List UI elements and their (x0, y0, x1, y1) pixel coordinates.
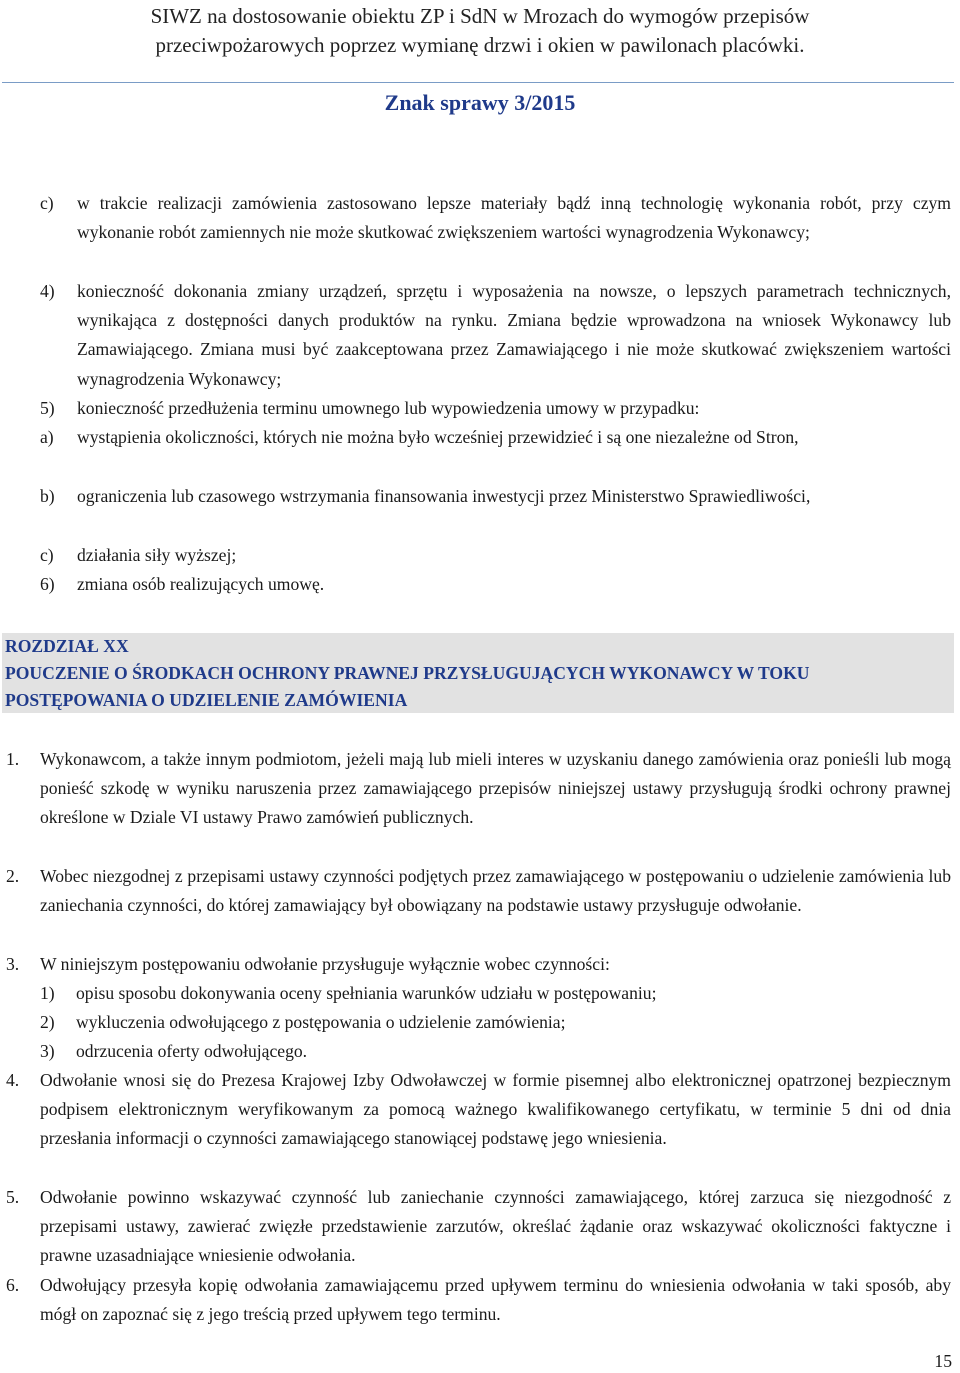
page-number: 15 (934, 1351, 952, 1371)
list-item-text: odrzucenia oferty odwołującego. (76, 1041, 308, 1061)
header-divider (2, 82, 954, 83)
list-item-text: W niniejszym postępowaniu odwołanie przysługuje wyłącznie wobec czynności: (40, 954, 610, 974)
list-marker: 6) (40, 574, 55, 594)
list-item (0, 862, 960, 950)
list-item (0, 1066, 960, 1183)
list-item (0, 950, 960, 979)
list-marker: 4. (6, 1070, 20, 1090)
header-title-line-1: SIWZ na dostosowanie obiektu ZP i SdN w Mrozach do wymogów przepisów (150, 4, 810, 28)
list-item (0, 570, 960, 599)
list-item (0, 541, 960, 570)
list-item-text: wykluczenia odwołującego z postępowania o udzielenie zamówienia; (76, 1012, 566, 1032)
case-number: Znak sprawy 3/2015 (384, 90, 576, 115)
chapter-title: POUCZENIE O ŚRODKACH OCHRONY PRAWNEJ PRZYSŁUGUJĄCYCH WYKONAWCY W TOKU POSTĘPOWANIA O UDZIELENIE ZAMÓWIENIA (5, 663, 810, 710)
remedies-list (0, 745, 960, 1330)
list-marker: 3. (6, 954, 20, 974)
list-item-text: konieczność przedłużenia terminu umownego lub wypowiedzenia umowy w przypadku: (77, 398, 700, 418)
document-header (0, 0, 960, 60)
list-subitem (0, 1037, 960, 1066)
list-marker: c) (40, 193, 54, 213)
list-item-text: Odwołanie powinno wskazywać czynność lub zaniechanie czynności zamawiającego, której zarzuca się niezgodność z przepisami ustawy, zawierać zwięzłe przedstawienie zarzutów, określać żądanie oraz wskazywać okoliczności faktyczne i prawne uzasadniające wniesienie odwołania. (40, 1187, 951, 1266)
list-item-text: zmiana osób realizujących umowę. (77, 574, 325, 594)
list-item (0, 1271, 960, 1330)
list-marker: a) (40, 427, 54, 447)
list-marker: 5. (6, 1187, 20, 1207)
list-item-text: ograniczenia lub czasowego wstrzymania finansowania inwestycji przez Ministerstwo Sprawiedliwości, (77, 486, 811, 506)
list-item-text: Odwołanie wnosi się do Prezesa Krajowej Izby Odwoławczej w formie pisemnej albo elektronicznej opatrzonej bezpiecznym podpisem elektronicznym weryfikowanym za pomocą ważnego kwalifikowanego certyfikatu, w terminie 5 dni od dnia przesłania informacji o czynności zamawiającego stanowiącej podstawę jego wniesienia. (40, 1070, 951, 1149)
list-item (0, 394, 960, 423)
list-item-text: konieczność dokonania zmiany urządzeń, sprzętu i wyposażenia na nowsze, o lepszych parametrach technicznych, wynikająca z dostępności danych produktów na rynku. Zmiana będzie wprowadzona na wniosek Wykonawcy lub Zamawiającego. Zmiana musi być zaakceptowana przez Zamawiającego i nie może skutkować zwiększeniem wartości wynagrodzenia Wykonawcy; (77, 281, 951, 389)
section-heading (5, 633, 952, 714)
list-marker: 3) (40, 1041, 55, 1061)
list-item-text: działania siły wyższej; (77, 545, 237, 565)
list-item (0, 745, 960, 862)
list-marker: c) (40, 545, 54, 565)
list-marker: 5) (40, 398, 55, 418)
list-marker: 4) (40, 281, 55, 301)
list-item-text: wystąpienia okoliczności, których nie można było wcześniej przewidzieć i są one niezależne od Stron, (77, 427, 799, 447)
list-item-text: w trakcie realizacji zamówienia zastosowano lepsze materiały bądź inną technologię wykonania robót, przy czym wykonanie robót zamiennych nie może skutkować zwiększeniem wartości wynagrodzenia Wykonawcy; (77, 193, 951, 243)
header-title-line-2: przeciwpożarowych poprzez wymianę drzwi i okien w pawilonach placówki. (155, 33, 805, 57)
list-subitem (0, 1008, 960, 1037)
list-item (0, 423, 960, 482)
list-marker: 1. (6, 749, 20, 769)
list-item (0, 1183, 960, 1271)
list-item (0, 189, 960, 277)
list-item-text: Wobec niezgodnej z przepisami ustawy czynności podjętych przez zamawiającego w postępowaniu o udzielenie zamówienia lub zaniechania czynności, do której zamawiający był obowiązany na podstawie ustawy przysługuje odwołanie. (40, 866, 951, 916)
list-marker: 1) (40, 983, 55, 1003)
list-item-text: Odwołujący przesyła kopię odwołania zamawiającemu przed upływem terminu do wniesienia odwołania w taki sposób, aby mógł on zapoznać się z jego treścią przed upływem tego terminu. (40, 1275, 951, 1325)
list-item (0, 482, 960, 541)
list-item (0, 277, 960, 394)
list-item-text: Wykonawcom, a także innym podmiotom, jeżeli mają lub mieli interes w uzyskaniu danego zamówienia oraz ponieśli lub mogą ponieść szkodę w wyniku naruszenia przez zamawiającego przepisów niniejszej ustawy przysługują środki ochrony prawnej określone w Dziale VI ustawy Prawo zamówień publicznych. (40, 749, 951, 828)
list-marker: 6. (6, 1275, 20, 1295)
list-item-text: opisu sposobu dokonywania oceny spełniania warunków udziału w postępowaniu; (76, 983, 657, 1003)
list-subitem (0, 979, 960, 1008)
list-marker: b) (40, 486, 55, 506)
list-marker: 2. (6, 866, 20, 886)
list-marker: 2) (40, 1012, 55, 1032)
top-list (0, 189, 960, 599)
chapter-label: ROZDZIAŁ XX (5, 636, 129, 656)
